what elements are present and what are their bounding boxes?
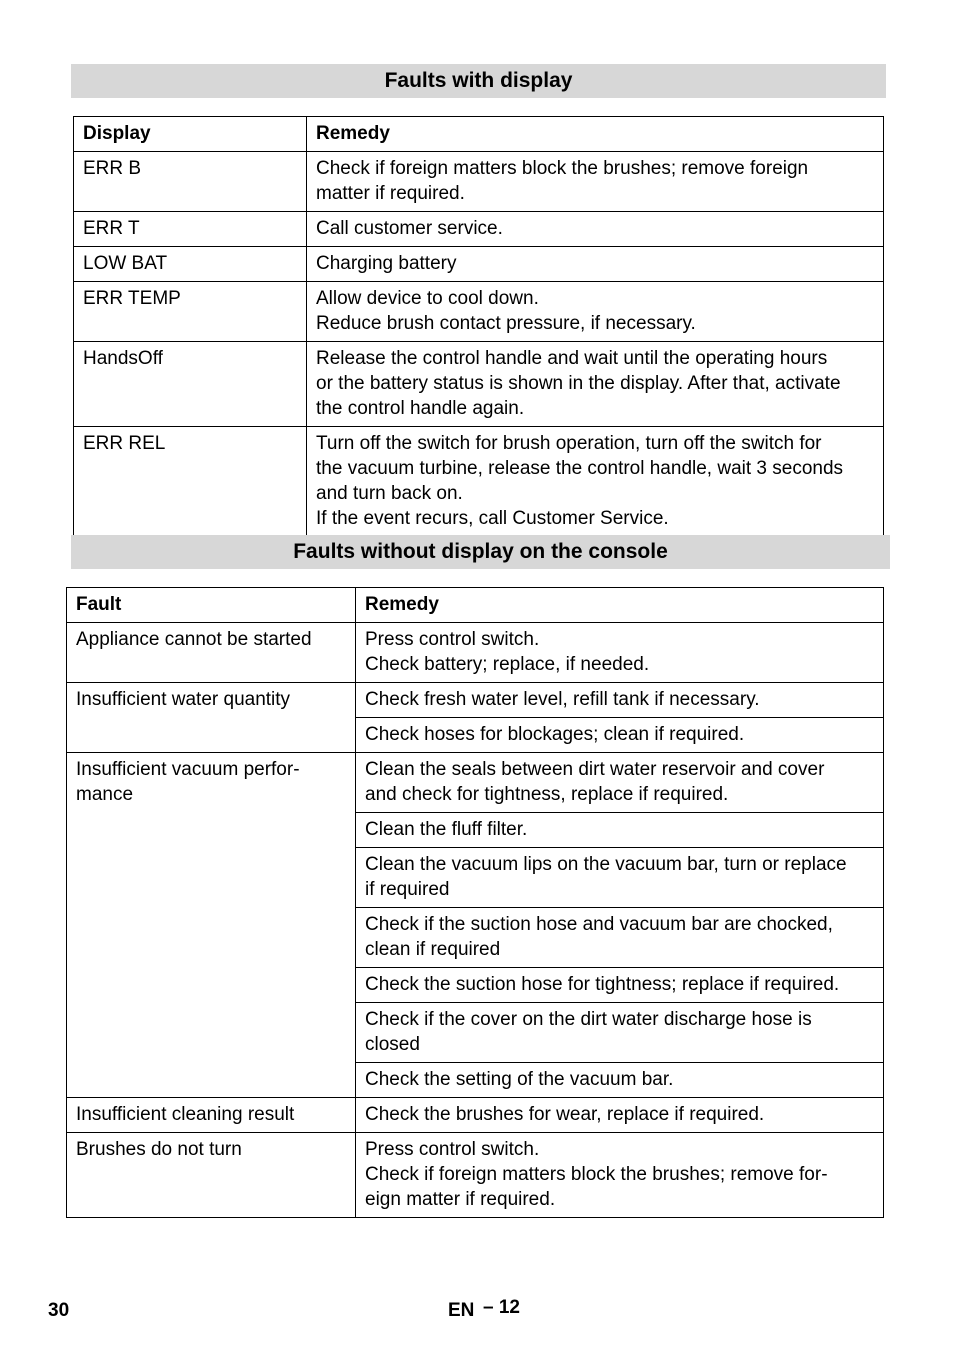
remedy-line: and turn back on. xyxy=(316,483,463,504)
remedy-line: Release the control handle and wait until the operating hours xyxy=(316,348,828,369)
remedy-line: Press control switch. xyxy=(365,1139,540,1160)
fault-cell xyxy=(67,1133,356,1218)
display-code-cell: ERR TEMP xyxy=(74,282,307,342)
display-code-cell: LOW BAT xyxy=(74,247,307,282)
remedy-line: Allow device to cool down. xyxy=(316,288,539,309)
remedy-cell xyxy=(356,1133,884,1218)
remedy-cell xyxy=(356,753,884,813)
remedy-line: matter if required. xyxy=(316,183,465,204)
remedy-cell xyxy=(307,247,884,282)
remedy-line: If the event recurs, call Customer Service. xyxy=(316,508,669,529)
fault-line: Insufficient water quantity xyxy=(76,689,291,710)
table-row xyxy=(74,342,884,427)
display-code-cell: ERR T xyxy=(74,212,307,247)
remedy-cell xyxy=(307,152,884,212)
table-row xyxy=(67,683,884,718)
table-row xyxy=(74,212,884,247)
faults-with-display-body xyxy=(74,152,884,537)
remedy-line: the vacuum turbine, release the control handle, wait 3 seconds xyxy=(316,458,844,479)
remedy-cell xyxy=(356,718,884,753)
table-row xyxy=(74,247,884,282)
table-header-row xyxy=(67,588,884,623)
page-number: 30 xyxy=(48,1300,70,1321)
remedy-line: Check battery; replace, if needed. xyxy=(365,654,650,675)
remedy-line: if required xyxy=(365,879,450,900)
column-header-remedy: Remedy xyxy=(356,588,884,623)
remedy-line: eign matter if required. xyxy=(365,1189,556,1210)
fault-cell xyxy=(67,1098,356,1133)
remedy-line: clean if required xyxy=(365,939,501,960)
remedy-line: Clean the seals between dirt water reservoir and cover xyxy=(365,759,825,780)
remedy-line: Check if the suction hose and vacuum bar are chocked, xyxy=(365,914,833,935)
remedy-line: Call customer service. xyxy=(316,218,503,239)
remedy-line: Check if the cover on the dirt water discharge hose is xyxy=(365,1009,812,1030)
remedy-line: and check for tightness, replace if required. xyxy=(365,784,729,805)
fault-cell xyxy=(67,683,356,753)
remedy-line: Check the setting of the vacuum bar. xyxy=(365,1069,674,1090)
table-row xyxy=(74,282,884,342)
remedy-cell xyxy=(356,1003,884,1063)
table-row xyxy=(67,753,884,813)
remedy-line: Check if foreign matters block the brushes; remove for- xyxy=(365,1164,828,1185)
remedy-cell xyxy=(356,848,884,908)
faults-without-display-body xyxy=(67,623,884,1218)
table-row xyxy=(74,427,884,537)
fault-cell xyxy=(67,623,356,683)
remedy-line: Clean the fluff filter. xyxy=(365,819,528,840)
remedy-cell xyxy=(307,427,884,537)
table-row xyxy=(67,1133,884,1218)
remedy-cell xyxy=(356,968,884,1003)
section-title-faults-with-display: Faults with display xyxy=(71,64,886,98)
remedy-line: Press control switch. xyxy=(365,629,540,650)
remedy-line: closed xyxy=(365,1034,420,1055)
fault-line: Appliance cannot be started xyxy=(76,629,312,650)
remedy-line: Reduce brush contact pressure, if necessary. xyxy=(316,313,696,334)
remedy-cell xyxy=(307,212,884,247)
faults-without-display-table xyxy=(66,587,884,1218)
faults-with-display-table xyxy=(73,116,884,537)
fault-cell xyxy=(67,753,356,1098)
remedy-line: Check fresh water level, refill tank if necessary. xyxy=(365,689,760,710)
display-code-cell: ERR REL xyxy=(74,427,307,537)
table-row xyxy=(74,152,884,212)
remedy-line: Check the suction hose for tightness; replace if required. xyxy=(365,974,840,995)
remedy-line: Check the brushes for wear, replace if required. xyxy=(365,1104,765,1125)
remedy-cell xyxy=(356,623,884,683)
remedy-line: or the battery status is shown in the display. After that, activate xyxy=(316,373,841,394)
page-reference: – 12 xyxy=(483,1297,520,1318)
remedy-cell xyxy=(307,342,884,427)
table-header-row xyxy=(74,117,884,152)
remedy-line: Turn off the switch for brush operation, turn off the switch for xyxy=(316,433,822,454)
column-header-fault: Fault xyxy=(67,588,356,623)
remedy-line: Clean the vacuum lips on the vacuum bar, turn or replace xyxy=(365,854,847,875)
table-row xyxy=(67,1098,884,1133)
remedy-line: Check if foreign matters block the brushes; remove foreign xyxy=(316,158,809,179)
remedy-cell xyxy=(356,683,884,718)
page-language: EN xyxy=(448,1300,475,1321)
fault-line: Brushes do not turn xyxy=(76,1139,242,1160)
remedy-cell xyxy=(356,1098,884,1133)
table-row xyxy=(67,623,884,683)
column-header-display: Display xyxy=(74,117,307,152)
column-header-remedy: Remedy xyxy=(307,117,884,152)
remedy-cell xyxy=(307,282,884,342)
remedy-cell xyxy=(356,1063,884,1098)
fault-line: Insufficient vacuum perfor- xyxy=(76,759,300,780)
fault-line: Insufficient cleaning result xyxy=(76,1104,295,1125)
remedy-cell xyxy=(356,908,884,968)
section-title-faults-without-display: Faults without display on the console xyxy=(71,535,890,569)
remedy-line: Charging battery xyxy=(316,253,457,274)
remedy-line: the control handle again. xyxy=(316,398,525,419)
display-code-cell: HandsOff xyxy=(74,342,307,427)
remedy-cell xyxy=(356,813,884,848)
fault-line: mance xyxy=(76,784,134,805)
remedy-line: Check hoses for blockages; clean if required. xyxy=(365,724,745,745)
display-code-cell: ERR B xyxy=(74,152,307,212)
